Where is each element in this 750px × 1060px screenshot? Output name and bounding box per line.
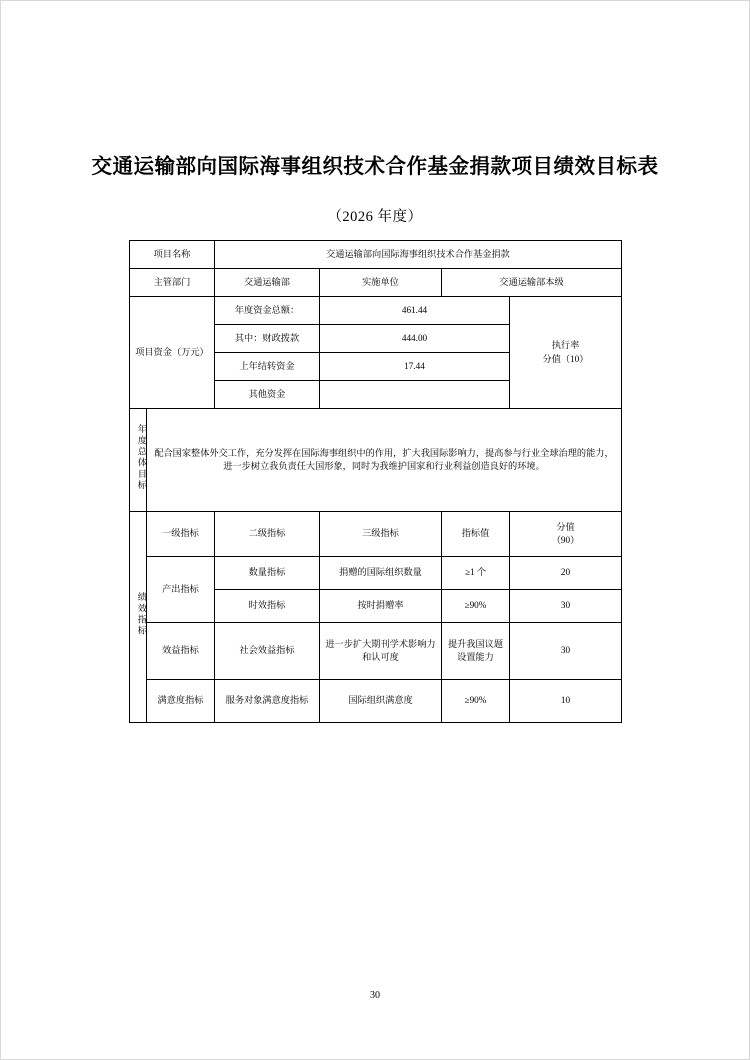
performance-target-table <box>129 240 622 723</box>
table-row <box>130 409 622 512</box>
row-level1: 产出指标 <box>147 557 215 623</box>
row-level2: 时效指标 <box>215 590 320 623</box>
row-level1: 效益指标 <box>147 623 215 680</box>
table-row <box>130 680 622 723</box>
project-name-value: 交通运输部向国际海事组织技术合作基金捐款 <box>215 241 622 269</box>
project-name-label: 项目名称 <box>130 241 215 269</box>
dept-label: 主管部门 <box>130 269 215 297</box>
page-number: 30 <box>370 990 380 1001</box>
row-level1: 满意度指标 <box>147 680 215 723</box>
header-level2: 二级指标 <box>215 512 320 557</box>
table-row <box>130 241 622 269</box>
row-target-value: ≥90% <box>442 680 510 723</box>
row-score: 20 <box>510 557 622 590</box>
funds-row-label: 其他资金 <box>215 381 320 409</box>
row-level2: 社会效益指标 <box>215 623 320 680</box>
funds-row-value: 444.00 <box>320 325 510 353</box>
dept-value: 交通运输部 <box>215 269 320 297</box>
header-level3: 三级指标 <box>320 512 442 557</box>
row-target-value: ≥90% <box>442 590 510 623</box>
row-score: 30 <box>510 590 622 623</box>
performance-table-container <box>129 240 621 723</box>
table-row <box>130 269 622 297</box>
funds-row-label: 其中：财政拨款 <box>215 325 320 353</box>
table-row <box>130 557 622 590</box>
annual-goal-label: 年度总体目标 <box>130 409 147 512</box>
header-score: 分值 （90） <box>510 512 622 557</box>
row-level3: 按时捐赠率 <box>320 590 442 623</box>
row-level3: 捐赠的国际组织数量 <box>320 557 442 590</box>
funds-row-value <box>320 381 510 409</box>
page-subtitle: （2026 年度） <box>327 209 423 225</box>
row-target-value: ≥1 个 <box>442 557 510 590</box>
annual-goal-text: 配合国家整体外交工作，充分发挥在国际海事组织中的作用，扩大我国际影响力，提高参与行业全球治理的能力，进一步树立我负责任大国形象，同时为我维护国家和行业利益创造良好的环境。 <box>147 409 622 512</box>
row-score: 10 <box>510 680 622 723</box>
funds-row-label: 年度资金总额： <box>215 297 320 325</box>
header-level1: 一级指标 <box>147 512 215 557</box>
funds-row-label: 上年结转资金 <box>215 353 320 381</box>
execution-rate-label: 执行率 <box>551 340 580 351</box>
funds-row-value: 461.44 <box>320 297 510 325</box>
table-row <box>130 297 622 325</box>
table-row <box>130 623 622 680</box>
row-level2: 数量指标 <box>215 557 320 590</box>
implementer-value: 交通运输部本级 <box>442 269 622 297</box>
row-target-value: 提升我国议题设置能力 <box>442 623 510 680</box>
row-level3: 国际组织满意度 <box>320 680 442 723</box>
table-row <box>130 512 622 557</box>
implementer-label: 实施单位 <box>320 269 442 297</box>
execution-rate-score: 分值（10） <box>542 353 589 364</box>
funds-row-value: 17.44 <box>320 353 510 381</box>
execution-rate-cell <box>510 297 622 409</box>
row-level2: 服务对象满意度指标 <box>215 680 320 723</box>
funds-label: 项目资金（万元） <box>130 297 215 409</box>
page-title: 交通运输部向国际海事组织技术合作基金捐款项目绩效目标表 <box>91 155 659 178</box>
row-level3: 进一步扩大期刊学术影响力和认可度 <box>320 623 442 680</box>
header-target-value: 指标值 <box>442 512 510 557</box>
perf-indicator-label: 绩效指标 <box>130 512 147 723</box>
row-score: 30 <box>510 623 622 680</box>
